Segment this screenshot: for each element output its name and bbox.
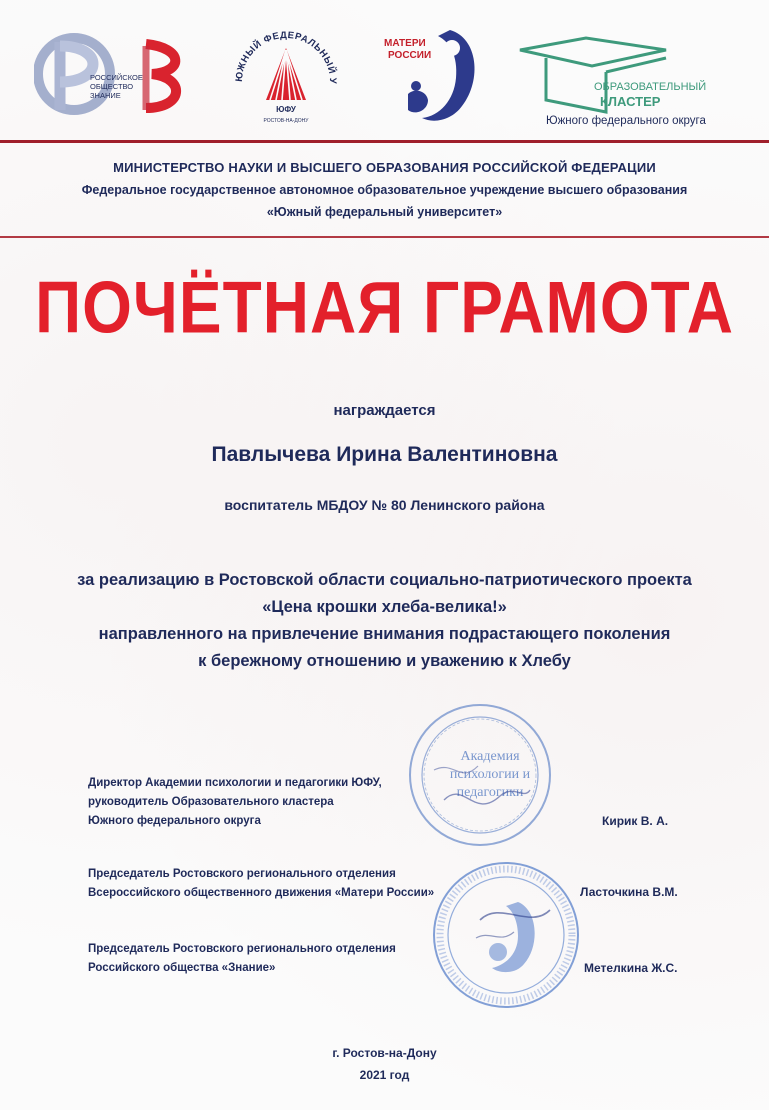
signature-line: Всероссийского общественного движения «Матери России» bbox=[88, 887, 435, 899]
ministry-line: МИНИСТЕРСТВО НАУКИ И ВЫСШЕГО ОБРАЗОВАНИЯ РОССИЙСКОЙ ФЕДЕРАЦИИ bbox=[113, 160, 656, 175]
signature-line: Председатель Ростовского регионального отделения bbox=[88, 943, 396, 955]
academy-stamp-text-2: психологии и bbox=[449, 767, 531, 782]
year-line: 2021 год bbox=[359, 1068, 410, 1082]
signatory-name-lastochkina: Ласточкина В.М. bbox=[580, 885, 678, 899]
znanie-logo-text-3: ЗНАНИЕ bbox=[90, 91, 121, 100]
reason-line-2: «Цена крошки хлеба-велика!» bbox=[262, 598, 507, 616]
signatory-name-kirik: Кирик В. А. bbox=[602, 814, 669, 828]
recipient-position: воспитатель МБДОУ № 80 Ленинского района bbox=[224, 497, 545, 513]
signature-line: руководитель Образовательного кластера bbox=[88, 796, 334, 808]
sfedu-logo bbox=[226, 18, 346, 136]
academy-stamp-text-1: Академия bbox=[460, 749, 520, 764]
mothers-of-russia-logo bbox=[378, 20, 488, 132]
education-cluster-logo bbox=[516, 36, 742, 132]
signature-line: Южного федерального округа bbox=[88, 815, 261, 827]
reason-line-3: направленного на привлечение внимания подрастающего поколения bbox=[98, 625, 671, 643]
certificate-title: ПОЧЁТНАЯ ГРАМОТА bbox=[35, 265, 734, 349]
signatory-name-metelkina: Метелкина Ж.С. bbox=[584, 961, 678, 975]
institution-line: Федеральное государственное автономное образовательное учреждение высшего образования bbox=[81, 183, 688, 197]
reason-line-4: к бережному отношению и уважению к Хлебу bbox=[198, 652, 571, 670]
signature-line: Председатель Ростовского регионального отделения bbox=[88, 868, 396, 880]
cluster-logo-text-1: ОБРАЗОВАТЕЛЬНЫЙ bbox=[594, 81, 707, 93]
recipient-name: Павлычева Ирина Валентиновна bbox=[211, 443, 558, 466]
signature-block-mothers bbox=[88, 865, 434, 903]
awarded-label: награждается bbox=[333, 402, 436, 419]
znanie-logo-text-1: РОССИЙСКОЕ bbox=[90, 73, 143, 82]
header-rule-bottom bbox=[0, 236, 769, 238]
city-line: г. Ростов-на-Дону bbox=[332, 1046, 437, 1060]
znanie-logo bbox=[34, 24, 186, 124]
mothers-logo-text-1: МАТЕРИ bbox=[384, 38, 426, 49]
sfedu-logo-abbr: ЮФУ bbox=[276, 105, 296, 114]
sfedu-logo-city: РОСТОВ-НА-ДОНУ bbox=[263, 118, 309, 124]
signature-line: Российского общества «Знание» bbox=[88, 962, 276, 974]
mothers-of-russia-stamp bbox=[430, 860, 582, 1010]
znanie-logo-text-2: ОБЩЕСТВО bbox=[90, 82, 134, 91]
cluster-logo-text-3: Южного федерального округа bbox=[546, 115, 706, 127]
signature-block-director bbox=[88, 774, 382, 831]
header-rule-top bbox=[0, 140, 769, 143]
academy-stamp-text-3: педагогики bbox=[456, 785, 524, 800]
reason-line-1: за реализацию в Ростовской области социально-патриотического проекта bbox=[77, 571, 692, 589]
signature-line: Директор Академии психологии и педагогики ЮФУ, bbox=[88, 777, 382, 789]
signature-block-znanie bbox=[88, 940, 396, 978]
mothers-logo-text-2: РОССИИ bbox=[388, 50, 432, 61]
sfedu-logo-ring-text: ЮЖНЫЙ ФЕДЕРАЛЬНЫЙ У bbox=[233, 29, 339, 85]
academy-stamp bbox=[404, 700, 556, 850]
university-line: «Южный федеральный университет» bbox=[266, 205, 503, 219]
cluster-logo-text-2: КЛАСТЕР bbox=[600, 94, 661, 109]
